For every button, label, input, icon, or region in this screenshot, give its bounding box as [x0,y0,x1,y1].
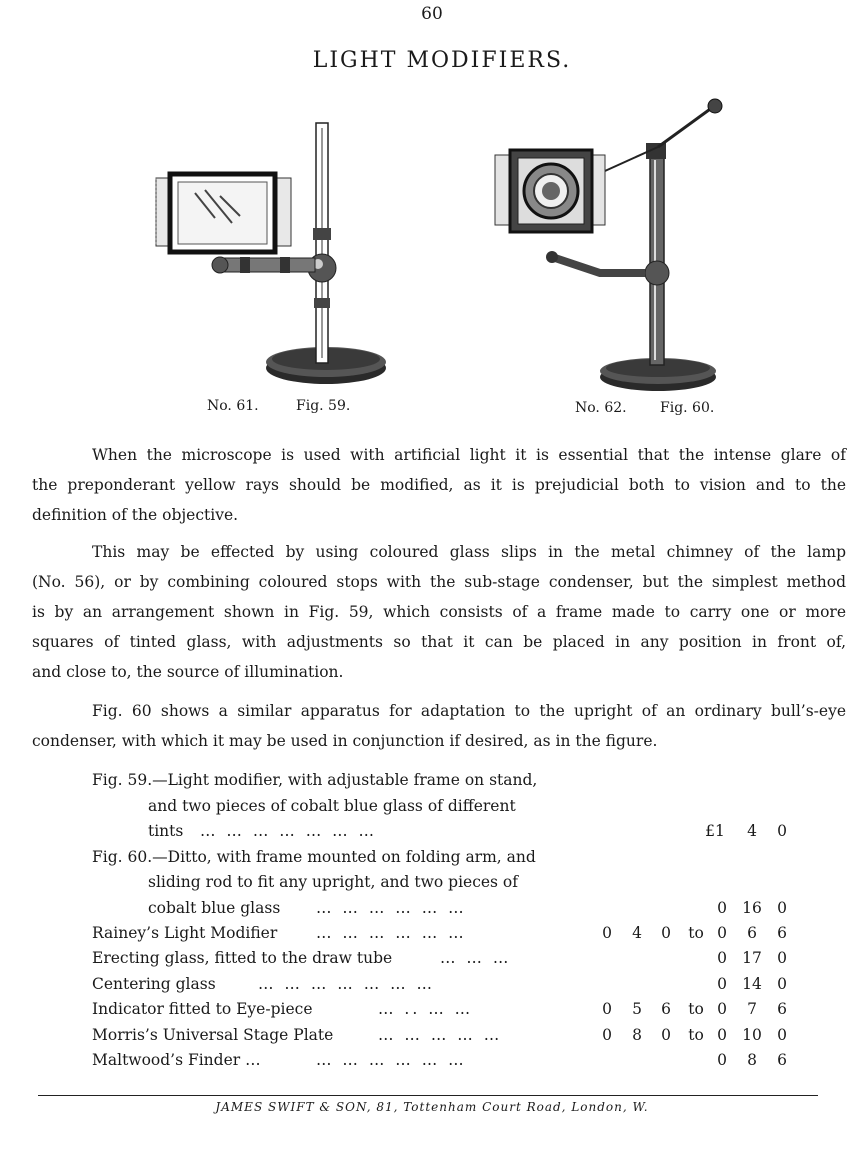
publisher-footer: JAMES SWIFT & SON, 81, Tottenham Court Road, London, W. [215,1100,649,1114]
light-modifier-stand-illustration [140,118,410,393]
figure-left-label: Fig. 59. [296,398,351,414]
page-number: 60 [421,4,443,24]
list-item: Fig. 59.—Light modifier, with adjustable frame on stand, [92,771,538,789]
price-pounds: £1 [705,822,725,840]
text-line: is by an arrangement shown in Fig. 59, which consists of a frame made to carry one or more [32,603,846,621]
list-item: Indicator fitted to Eye-piece … .. … … 0 5 6 to 0 7 6 [92,1000,787,1018]
text-line: Fig. 60 shows a similar apparatus for adaptation to the upright of an ordinary bull’s-eye [92,702,846,720]
text-line: definition of the objective. [32,506,239,524]
paragraph-3 [32,696,846,756]
bullseye-condenser-modifier-illustration [480,95,740,395]
figure-right-label: Fig. 60. [660,400,715,416]
list-item: tints … … … … … … … £1 4 0 [0,822,864,846]
list-item: Centering glass … … … … … … … 0 14 0 [92,975,787,993]
text-line: When the microscope is used with artificial light it is essential that the intense glare of [92,446,846,464]
text-line: (No. 56), or by combining coloured stops with the sub-stage condenser, but the simplest method [32,573,846,591]
paragraph-2 [32,537,846,687]
price-shillings: 4 [747,822,757,840]
text-line: condenser, with which it may be used in conjunction if desired, as in the figure. [32,732,658,750]
figure-right-number: No. 62. [575,400,627,416]
list-item: sliding rod to fit any upright, and two pieces of [148,873,519,891]
text-line: the preponderant yellow rays should be modified, as it is prejudicial both to vision and to the [32,476,846,494]
list-item: Erecting glass, fitted to the draw tube … … … 0 17 0 [92,949,787,967]
list-item: Maltwood’s Finder … … … … … … … 0 8 6 [92,1051,787,1069]
list-item: cobalt blue glass … … … … … … 0 16 0 [148,899,787,917]
text-line: squares of tinted glass, with adjustments so that it can be placed in any position in front of, [32,633,846,651]
price-pence: 0 [777,822,787,840]
list-item: Rainey’s Light Modifier … … … … … … 0 4 0 to 0 6 6 [92,924,787,942]
text-line: and close to, the source of illumination. [32,663,344,681]
paragraph-1 [32,440,846,530]
figure-left-number: No. 61. [207,398,259,414]
footer-rule [38,1095,818,1096]
list-item: Fig. 60.—Ditto, with frame mounted on folding arm, and [92,848,536,866]
list-item: and two pieces of cobalt blue glass of different [148,797,516,815]
list-item: Morris’s Universal Stage Plate … … … … … 0 8 0 to 0 10 0 [92,1026,787,1044]
text-line: This may be effected by using coloured glass slips in the metal chimney of the lamp [92,543,846,561]
page-title: LIGHT MODIFIERS. [312,48,572,73]
